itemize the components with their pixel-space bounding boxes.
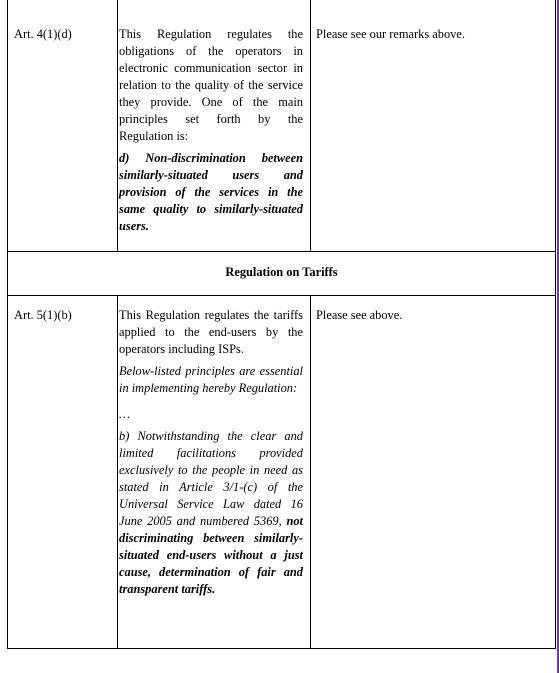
column-divider-2-row-1 xyxy=(310,0,311,252)
column-divider-1-row-2 xyxy=(117,295,118,649)
table-border-left xyxy=(7,0,8,649)
row-border-2 xyxy=(7,295,556,296)
section-heading: Regulation on Tariffs xyxy=(225,265,338,279)
table-row-1-description-cell xyxy=(119,26,303,235)
principle-b-plain: b) Notwithstanding the clear and limited facilitations provided exclusively to the people in need as stated in Article 3/1-(c) of the Universal Service Law dated 16 June 2005 and numbered 5369, xyxy=(119,429,303,528)
principle-quote: d) Non-discrimination between similarly-situated users and provision of the services in the same quality to similarly-situated users. xyxy=(119,151,303,233)
remarks-text: Please see our remarks above. xyxy=(316,27,465,41)
column-divider-1-row-1 xyxy=(117,0,118,252)
principle-b-paragraph xyxy=(119,428,303,598)
ellipsis-text: … xyxy=(119,407,131,421)
description-intro: This Regulation regulates the tariffs applied to the end-users by the operators including ISPs. xyxy=(119,308,303,356)
article-reference: Art. 5(1)(b) xyxy=(14,308,72,322)
principles-lead: Below-listed principles are essential in implementing hereby Regulation: xyxy=(119,364,303,395)
table-row-1-article-cell xyxy=(14,26,112,43)
table-row-1-remarks-cell xyxy=(316,26,551,43)
table-border-right xyxy=(555,0,556,649)
article-reference: Art. 4(1)(d) xyxy=(14,27,72,41)
table-row-2-description-cell xyxy=(119,307,303,598)
row-border-3 xyxy=(7,648,556,649)
principle-b-emphasis: not discriminating between similarly-situated end-users without a just cause, determination of fair and transparent tariffs. xyxy=(119,514,303,596)
column-divider-2-row-2 xyxy=(310,295,311,649)
description-intro: This Regulation regulates the obligations of the operators in electronic communication sector in relation to the quality of the service they provide. One of the main principles set forth by the Regulation is: xyxy=(119,27,303,143)
table-row-2-article-cell xyxy=(14,307,112,324)
table-row-2-remarks-cell xyxy=(316,307,551,324)
remarks-text: Please see above. xyxy=(316,308,403,322)
row-border-1 xyxy=(7,251,556,252)
